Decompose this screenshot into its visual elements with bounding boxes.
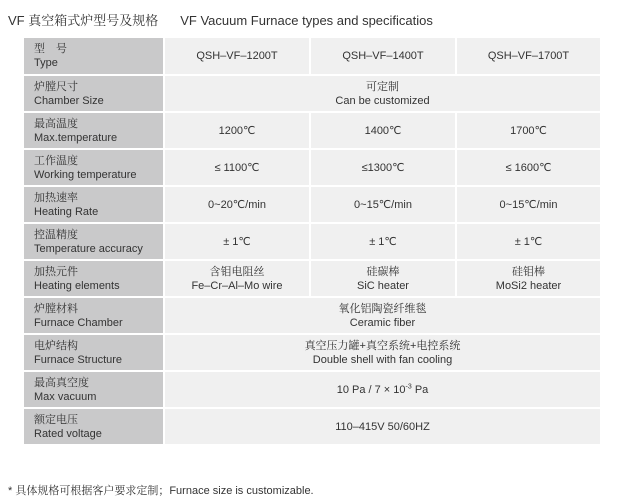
table-cell: 0~15℃/min xyxy=(456,186,601,223)
heading-en: VF Vacuum Furnace types and specificatios xyxy=(180,13,433,28)
row-label: 型 号 Type xyxy=(23,37,164,75)
table-cell-merged: 氧化铝陶瓷纤维毯 Ceramic fiber xyxy=(164,297,601,334)
table-row-heating-rate xyxy=(23,186,601,223)
table-cell: 0~20℃/min xyxy=(164,186,310,223)
row-label: 最高真空度 Max vacuum xyxy=(23,371,164,408)
table-cell: 含钼电阻丝 Fe–Cr–Al–Mo wire xyxy=(164,260,310,297)
row-label: 额定电压 Rated voltage xyxy=(23,408,164,445)
row-label: 控温精度 Temperature accuracy xyxy=(23,223,164,260)
table-cell: 1200℃ xyxy=(164,112,310,149)
spec-table xyxy=(22,36,602,446)
table-cell: ± 1℃ xyxy=(164,223,310,260)
table-cell: ≤1300℃ xyxy=(310,149,456,186)
table-row-max-vacuum xyxy=(23,371,601,408)
table-cell: 硅碳棒 SiC heater xyxy=(310,260,456,297)
table-row-heating-elements xyxy=(23,260,601,297)
table-cell: QSH–VF–1700T xyxy=(456,37,601,75)
table-cell: ± 1℃ xyxy=(310,223,456,260)
table-cell: ≤ 1600℃ xyxy=(456,149,601,186)
table-cell-merged: 10 $Pa / 7 \times 10^{-3}$ Pa xyxy=(164,371,601,408)
table-cell: QSH–VF–1400T xyxy=(310,37,456,75)
table-cell-merged: 真空压力罐+真空系统+电控系统 Double shell with fan cooling xyxy=(164,334,601,371)
table-row-type xyxy=(23,37,601,75)
table-cell-merged: 可定制 Can be customized xyxy=(164,75,601,112)
table-cell: 0~15℃/min xyxy=(310,186,456,223)
table-row-furnace-structure xyxy=(23,334,601,371)
heading-cn: VF 真空箱式炉型号及规格 xyxy=(8,13,159,28)
table-cell-merged: 110–415V 50/60HZ xyxy=(164,408,601,445)
row-label: 最高温度 Max.temperature xyxy=(23,112,164,149)
table-row-temperature-accuracy xyxy=(23,223,601,260)
table-cell: ≤ 1100℃ xyxy=(164,149,310,186)
page-heading xyxy=(8,10,433,29)
table-row-furnace-chamber xyxy=(23,297,601,334)
row-label: 加热速率 Heating Rate xyxy=(23,186,164,223)
row-label: 工作温度 Working temperature xyxy=(23,149,164,186)
row-label: 加热元件 Heating elements xyxy=(23,260,164,297)
table-cell: ± 1℃ xyxy=(456,223,601,260)
footer-note: * 具体规格可根据客户要求定制；Furnace size is customizable. xyxy=(8,485,314,497)
table-row-rated-voltage xyxy=(23,408,601,445)
table-cell: QSH–VF–1200T xyxy=(164,37,310,75)
row-label: 电炉结构 Furnace Structure xyxy=(23,334,164,371)
row-label: 炉膛材料 Furnace Chamber xyxy=(23,297,164,334)
table-cell: 1400℃ xyxy=(310,112,456,149)
table-cell: 1700℃ xyxy=(456,112,601,149)
row-label: 炉膛尺寸 Chamber Size xyxy=(23,75,164,112)
table-row-working-temperature xyxy=(23,149,601,186)
table-row-max-temperature xyxy=(23,112,601,149)
table-cell: 硅钼棒 MoSi2 heater xyxy=(456,260,601,297)
table-row-chamber-size xyxy=(23,75,601,112)
